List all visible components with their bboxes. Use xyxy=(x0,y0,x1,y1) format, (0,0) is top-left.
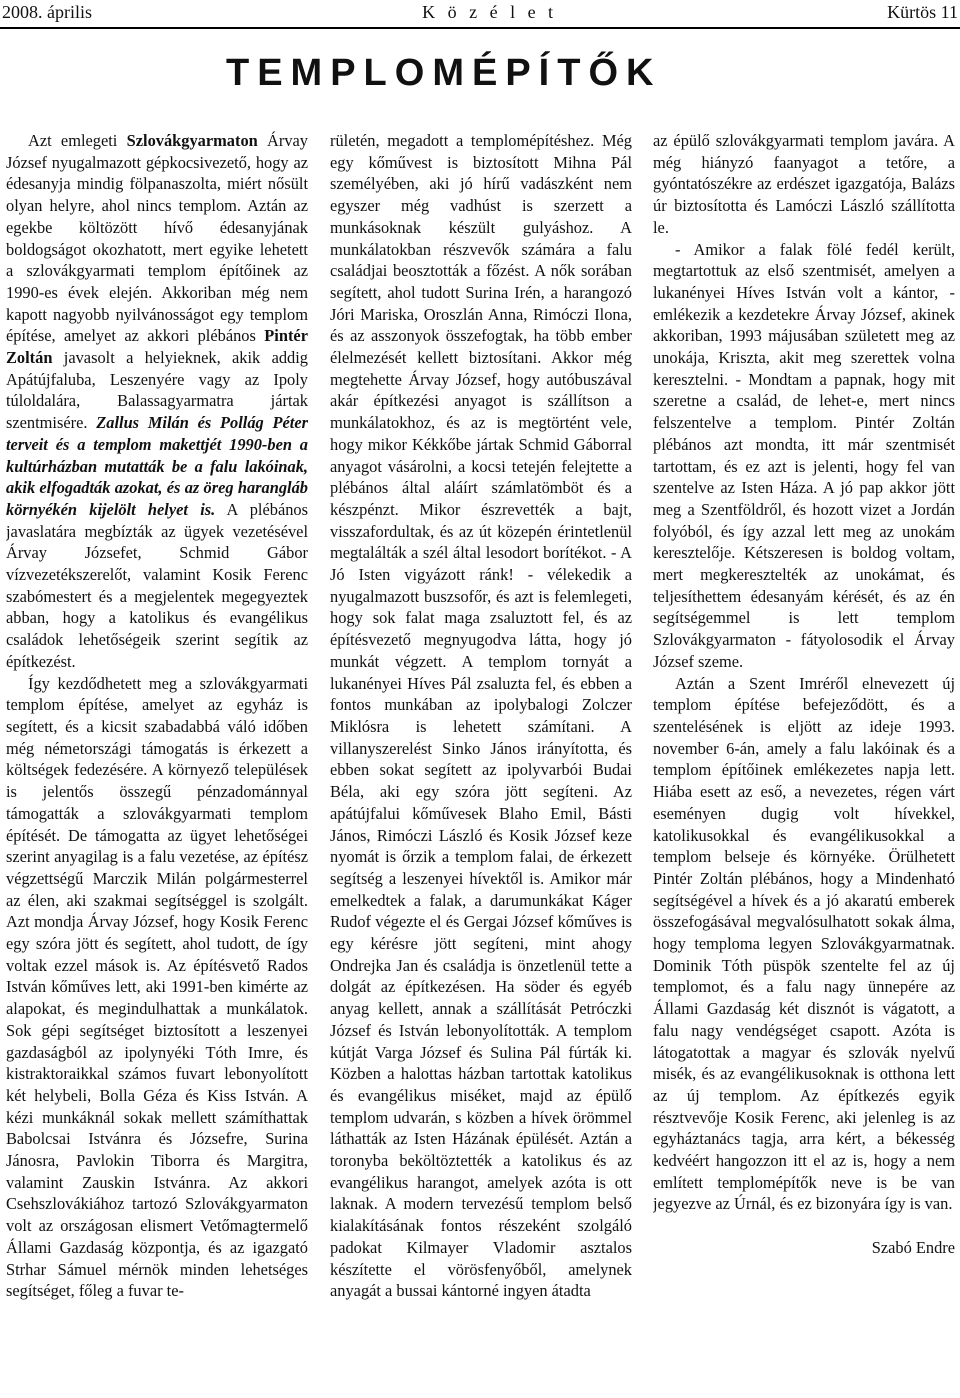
paragraph: - Amikor a falak fölé fedél került, megtartottuk az első szentmisét, amelyen a lukanényei Híves István volt a kántor, - emlékezik a kezdetekre Árvay József, akinek akkoriban, 1993 májusában született meg az unokája, Kriszta, akit meg szerettek volna keresztelni. - Mondtam a papnak, hogy mit szeretne a család, de lehet-e, mert nincs felszentelve a templom. Pintér Zoltán plébános azt mondta, itt már szentmisét tartottam, és ez azt is jelenti, hogy fel van szentelve az Isten Háza. A jó pap akkor jött meg a Szentföldről, és hozott vizet a Jordán folyóból, és így azzal lett meg az unokám keresztelője. Kétszeresen is boldog voltam, mert megkeresztelték az unokámat, és teljesíthettem édesanyám kérését, és az én segítségemmel is lett templom Szlovákgyarmaton - fátyolosodik el Árvay József szeme. xyxy=(653,239,955,671)
paragraph: Így kezdődhetett meg a szlovákgyarmati templom építése, amelyet az egyház is segített, és a kicsit szabadabbá váló időben még németországi támogatás is érkezett a költségek fedezésére. A környező települések is jelentős összegű pénzadománnyal támogatták a szlovákgyarmati templom építését. De támogatta az ügyet lehetőségei szerint anyagilag is a falu vezetése, az építész végzettségű Marczik Milán polgármesterrel az élen, aki szakmai segítséggel is szolgált. Azt mondja Árvay József, hogy Kosik Ferenc egy szóra jött és segített, ahol tudott, de így voltak ezzel mások is. Az építésvető Rados István kőműves lett, aki 1991-ben kimérte az alapokat, és megindulhattak a munkálatok. Sok gépi segítséget biztosított a leszenyei gazdaságból az ipolynyéki Tóth Imre, és kistraktoraikkal számos fuvart lebonyolított két helybeli, Bolla Géza és Kiss István. A kézi munkáknál sokak mellett számíthattak Babolcsai Istvánra és Józsefre, Surina Jánosra, Pavlokin Tiborra és Margitra, valamint Zauskin Istvánra. Az akkori Csehszlovákiához tartozó Szlovákgyarmaton volt az országosan elismert Vetőmagtermelő Állami Gazdaság központja, és az igazgató Strhar Sámuel mérnök minden lehetséges segítséget, főleg a fuvar te- xyxy=(6,673,308,1301)
bold-text: Pintér Zoltán xyxy=(6,326,308,368)
bold-italic-text: Zallus Milán és Pollág Péter terveit és a templom makettjét 1990-ben a kultúrházban mutatták be a falu lakóinak, akik elfogadták azokat, és az öreg harangláb környékén kijelölt helyet is. xyxy=(6,413,308,519)
article-title: TEMPLOMÉPÍTŐK xyxy=(226,52,662,94)
header-date: 2008. április xyxy=(2,2,92,22)
header-section: K ö z é l e t xyxy=(422,2,558,22)
author-signature: Szabó Endre xyxy=(871,1238,955,1258)
article-column-2 xyxy=(330,130,632,1395)
header-rule xyxy=(0,27,960,29)
article-column-1 xyxy=(6,130,308,1395)
header-page-number: Kürtös 11 xyxy=(887,2,958,22)
bold-text: Szlovákgyarmaton xyxy=(126,131,258,150)
paragraph: Aztán a Szent Imréről elnevezett új templom építése befejeződött, és a szentelésének is eljött az ideje 1993. november 6-án, amely a falu lakóinak és a templom építőinek emlékezetes napja lett. Hiába esett az eső, a nevezetes, régen várt eseményen dugig volt hívekkel, katolikusokkal és evangélikusokkal a templom belseje és környéke. Örülhetett Pintér Zoltán plébános, hogy a Mindenható segítségével a hívek és a jó akaratú emberek összefogásával megvalósulhatott sokak álma, hogy temploma legyen Szlovákgyarmatnak. Dominik Tóth püspök szentelte fel az új templomot, és a falu nagy ünnepére az Állami Gazdaság két disznót is vágatott, a falu nagy vendégséget csapott. Azóta is látogatottak a magyar és szlovák nyelvű misék, és az evangélikusoknak is otthona lett az új templom. Az építkezés egyik résztvevője Kosik Ferenc, aki jelenleg is az egyháztanács tagja, arra kért, a békesség kedvéért hangozzon itt el az is, hogy a nem említett templomépítők neve is be van jegyezve az Úrnál, és ez bizonyára így is van. xyxy=(653,673,955,1214)
page-header xyxy=(0,0,960,25)
paragraph: az épülő szlovákgyarmati templom javára. A még hiányzó faanyagot a tetőre, a gyóntatószékre az erdészet igazgatója, Balázs úr biztosította és Lamóczi László szállította le. xyxy=(653,131,955,237)
paragraph: Azt emlegeti Szlovákgyarmaton Árvay József nyugalmazott gépkocsivezető, hogy az édesanyja mindig fölpanaszolta, miért nősült olyan helyre, ahol nincs templom. Aztán az egekbe költözött hívő édesanyjának boldogságot okozhatott, mert egyike lehetett a szlovákgyarmati templom építőinek az 1990-es évek elején. Akkoriban még nem kapott nagyobb nyilvánosságot egy templom építése, amelyet az akkori plébános Pintér Zoltán javasolt a helyieknek, akik addig Apátújfaluba, Leszenyére vagy az Ipoly túloldalára, Balassagyarmatra jártak szentmisére. Zallus Milán és Pollág Péter terveit és a templom makettjét 1990-ben a kultúrházban mutatták be a falu lakóinak, akik elfogadták azokat, és az öreg harangláb környékén kijelölt helyet is. A plébános javaslatára megbízták az ügyek vezetésével Árvay Józsefet, Schmid Gábor vízvezetékszerelőt, valamint Kosik Ferenc szabómestert és a megjelentek megegyeztek abban, hogy a katolikus és evangélikus családok lehetőségeik szerint segítik az építkezést. xyxy=(6,131,308,671)
article-column-3 xyxy=(653,130,955,1395)
paragraph: rületén, megadott a templomépítéshez. Még egy kőművest is biztosított Mihna Pál személyében, aki jó hírű vadászként nem egyszer még vadhúst is szerzett a munkásoknak készült gulyáshoz. A munkálatokban részvevők számára a falu családjai beosztották a főzést. A nők sorában segített, ahol tudott Surina Irén, a harangozó Jóri Mariska, Oroszlán Anna, Rimóczi Ilona, és az asszonyok összefogtak, ha több ember élelmezését kellett biztosítani. Akkor még megtehette Árvay József, hogy autóbuszával akár építkezési anyagot is szállítson a munkálatokhoz, és az is megtörtént vele, hogy mikor Kékkőbe jártak Schmid Gáborral anyagot vásárolni, a kocsi tetején felejtette a plébános által aláírt számlatömböt és a készpénzt. Mikor észrevették a bajt, visszafordultak, és az út közepén érintetlenül megtalálták a szél által lesodort borítékot. - A Jó Isten vigyázott ránk! - vélekedik a nyugalmazott buszsofőr, és azt is felemlegeti, hogy sok falat maga zsaluztott fel, és az építésvezető megnyugodva látta, hogy jó munkát végzett. A templom tornyát a lukanényei Híves Pál zsaluzta fel, és ebben a fontos munkában az ipolybalogi Zolczer Miklósra is lehetett számítani. A villanyszerelést Sinko János irányította, és ebben sokat segített az ipolyvarbói Budai Béla, aki egy szóra jött segíteni. Az apátújfalui kőművesek Blaho Emil, Básti János, Rimóczi László és Kosik József keze nyomát is őrzik a templom falai, de érkezett segítség a leszenyei hívektől is. Amikor már emelkedtek a falak, a darumunkákat Káger Rudof végezte el és Gergai József kőműves is egy kérésre jött segíteni, mint ahogy Ondrejka Jan és családja is önzetlenül tette a dolgát az építkezésen. Ha söder és egyéb anyag kellett, annak a szállítását Petróczki József és István lebonyolították. A templom kútját Varga József és Sulina Pál fúrták ki. Közben a halottas házban tartottak katolikus és evangélikus miséket, majd az épülő templom udvarán, s közben a hívek örömmel láthatták az Isten Házának épülését. Aztán a toronyba beköltöztették a katolikus és az evangélikus harangot, amelyek azóta is ott laknak. A modern tervezésű templom belső kialakításának fontos részeként szolgáló padokat Kilmayer Vladomir asztalos készítette el vörösfenyőből, amelynek anyagát a bussai kántorné ingyen átadta xyxy=(330,131,632,1301)
